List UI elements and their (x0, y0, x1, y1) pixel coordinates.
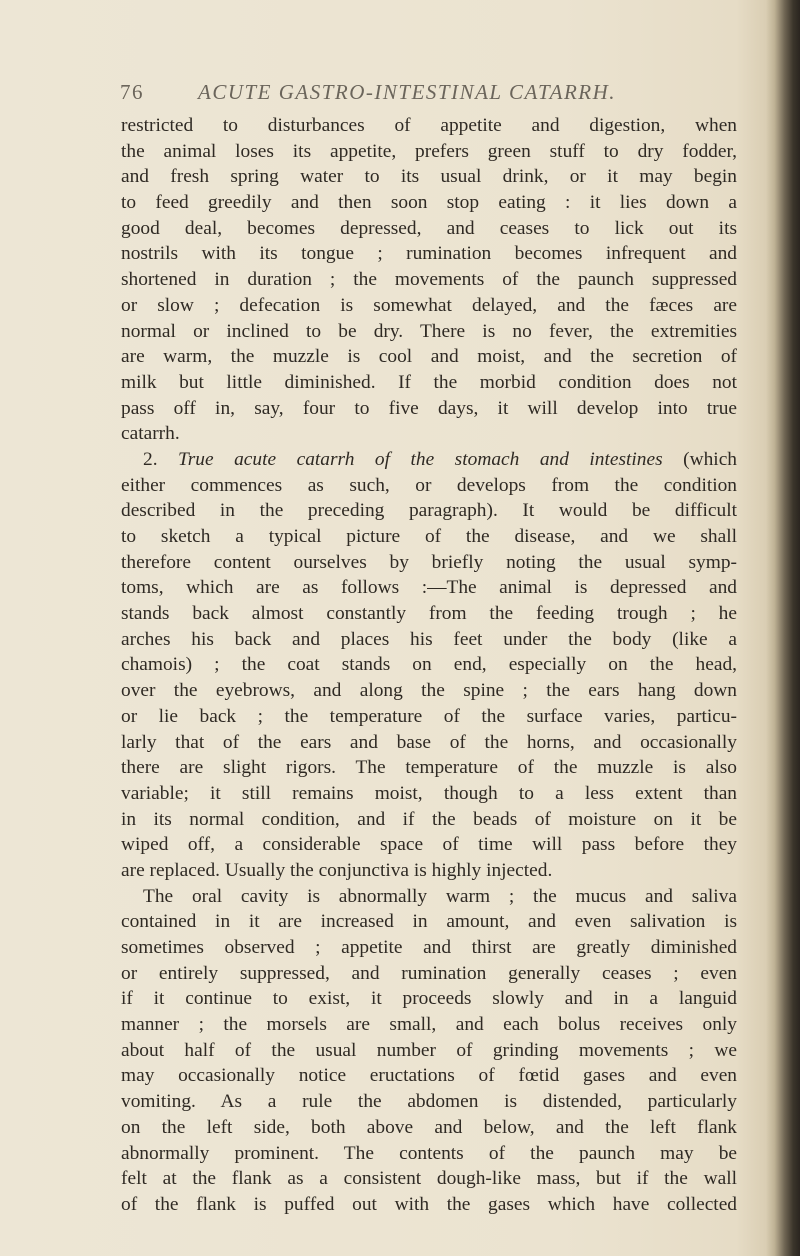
body-text (121, 113, 737, 1218)
text-line: sometimes observed ; appetite and thirst are greatly diminished (121, 937, 737, 958)
text-line: on the left side, both above and below, and the left flank (121, 1116, 737, 1138)
text-line: chamois) ; the coat stands on end, especially on the head, (121, 654, 737, 676)
text-line: if it continue to exist, it proceeds slowly and in a languid (121, 988, 737, 1010)
text-line (121, 447, 737, 473)
text-line: in its normal condition, and if the beads of moisture on it be (121, 808, 737, 830)
text-line: described in the preceding paragraph). It would be difficult (121, 500, 737, 522)
text-line: manner ; the morsels are small, and each bolus receives only (121, 1014, 737, 1036)
text-line: may occasionally notice eructations of fœtid gases and even (121, 1065, 737, 1087)
text-line: or lie back ; the temperature of the surface varies, particu- (121, 705, 737, 727)
text-line: about half of the usual number of grinding movements ; we (121, 1039, 737, 1061)
text-line: milk but little diminished. If the morbid condition does not (121, 371, 737, 393)
text-line: of the flank is puffed out with the gases which have collected (121, 1193, 737, 1215)
text-line: the animal loses its appetite, prefers green stuff to dry fodder, (121, 140, 737, 162)
running-title: ACUTE GASTRO-INTESTINAL CATARRH. (198, 80, 617, 104)
text-line: are replaced. Usually the conjunctiva is highly injected. (121, 859, 553, 881)
text-line: good deal, becomes depressed, and ceases to lick out its (121, 217, 737, 239)
text-line: or slow ; defecation is somewhat delayed, and the fæces are (121, 294, 737, 316)
text-line: and fresh spring water to its usual drink, or it may begin (121, 166, 737, 188)
text-line: wiped off, a considerable space of time will pass before they (121, 834, 737, 856)
text-line: or entirely suppressed, and rumination generally ceases ; even (121, 962, 737, 984)
text-line: variable; it still remains moist, though to a less extent than (121, 782, 737, 804)
text-line: catarrh. (121, 423, 180, 445)
section-number: 2. (143, 448, 179, 470)
text-line: nostrils with its tongue ; rumination becomes infrequent and (121, 243, 737, 265)
text-line: to sketch a typical picture of the disease, and we shall (121, 526, 737, 547)
section-heading-suffix: (which (662, 448, 738, 470)
text-line: therefore content ourselves by briefly noting the usual symp- (121, 551, 737, 573)
text-line: over the eyebrows, and along the spine ; the ears hang down (121, 680, 737, 702)
text-line: there are slight rigors. The temperature of the muzzle is also (121, 757, 737, 779)
text-line: restricted to disturbances of appetite and digestion, when (121, 115, 737, 136)
text-line: arches his back and places his feet under the body (like a (121, 628, 737, 650)
text-line: pass off in, say, four to five days, it will develop into true (121, 397, 737, 419)
text-line: are warm, the muzzle is cool and moist, and the secretion of (121, 346, 737, 368)
section-heading-italic: True acute catarrh of the stomach and intestines (178, 448, 663, 470)
page-number: 76 (120, 80, 144, 104)
text-line: larly that of the ears and base of the horns, and occasionally (121, 731, 737, 753)
text-line: vomiting. As a rule the abdomen is distended, particularly (121, 1091, 737, 1113)
running-header (120, 80, 740, 108)
text-line: abnormally prominent. The contents of the paunch may be (121, 1142, 737, 1164)
text-line: contained in it are increased in amount, and even salivation is (121, 911, 737, 933)
text-line: toms, which are as follows :—The animal is depressed and (121, 577, 737, 599)
text-line: either commences as such, or develops from the condition (121, 474, 737, 496)
text-line: shortened in duration ; the movements of the paunch suppressed (121, 269, 737, 291)
text-line: normal or inclined to be dry. There is no fever, the extremities (121, 320, 737, 342)
text-line: stands back almost constantly from the feeding trough ; he (121, 603, 737, 625)
text-line: felt at the flank as a consistent dough-like mass, but if the wall (121, 1168, 737, 1190)
book-spine-edge (766, 0, 800, 1256)
text-line: to feed greedily and then soon stop eating : it lies down a (121, 192, 737, 214)
text-line: The oral cavity is abnormally warm ; the mucus and saliva (143, 885, 737, 907)
